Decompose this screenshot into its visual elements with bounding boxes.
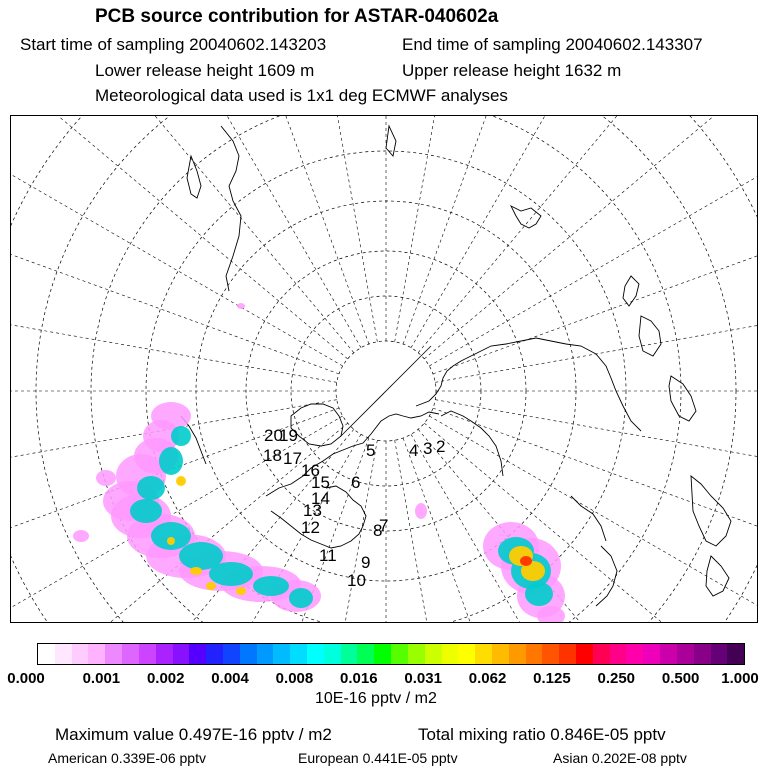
colorbar-cell xyxy=(626,644,643,664)
plume-patch xyxy=(73,530,89,542)
colorbar-cell xyxy=(391,644,408,664)
track-label: 12 xyxy=(301,518,320,537)
colorbar-cell xyxy=(55,644,72,664)
colorbar-cell xyxy=(442,644,459,664)
track-label: 19 xyxy=(279,426,298,445)
start-time-label: Start time of sampling 20040602.143203 xyxy=(20,35,327,54)
colorbar-cell xyxy=(156,644,173,664)
colorbar-cell xyxy=(122,644,139,664)
colorbar-cell xyxy=(206,644,223,664)
plume-patch xyxy=(237,303,245,309)
plume-patch xyxy=(130,499,162,523)
track-label: 17 xyxy=(283,449,302,468)
plume-patch xyxy=(190,567,202,575)
track-label: 10 xyxy=(347,571,366,590)
plume-patch xyxy=(289,588,313,608)
asian-contribution: Asian 0.202E-08 pptv xyxy=(553,750,687,766)
track-label: 4 xyxy=(409,441,419,460)
colorbar-cell xyxy=(72,644,89,664)
colorbar-tick-label: 0.500 xyxy=(661,670,700,687)
colorbar-cell xyxy=(559,644,576,664)
plume-patch xyxy=(167,537,175,545)
colorbar-tick-label: 0.001 xyxy=(82,670,121,687)
track-label: 9 xyxy=(361,553,371,572)
lat-lon-grid xyxy=(11,116,758,623)
colorbar-tick-label: 0.062 xyxy=(468,670,507,687)
colorbar-unit: 10E-16 pptv / m2 xyxy=(315,690,437,707)
lower-height-label: Lower release height 1609 m xyxy=(95,61,315,80)
coastlines xyxy=(181,126,731,606)
plume-patch xyxy=(236,587,246,595)
map-canvas xyxy=(11,116,758,623)
colorbar-cell xyxy=(105,644,122,664)
colorbar-cell xyxy=(593,644,610,664)
colorbar-cell xyxy=(357,644,374,664)
colorbar-tick-label: 0.008 xyxy=(275,670,314,687)
track-label: 20 xyxy=(264,426,283,445)
colorbar-cell xyxy=(290,644,307,664)
track-label: 14 xyxy=(311,489,330,508)
colorbar-tick-label: 0.031 xyxy=(404,670,442,687)
colorbar-cell xyxy=(576,644,593,664)
track-label: 8 xyxy=(373,521,383,540)
colorbar-cell xyxy=(307,644,324,664)
end-time-label: End time of sampling 20040602.143307 xyxy=(402,35,703,54)
colorbar-cell xyxy=(509,644,526,664)
track-label: 16 xyxy=(301,461,320,480)
colorbar-tick-label: 0.125 xyxy=(533,670,571,687)
colorbar-cell xyxy=(660,644,677,664)
colorbar-tick-label: 0.250 xyxy=(597,670,636,687)
colorbar-cell xyxy=(711,644,728,664)
polar-map xyxy=(10,115,758,623)
colorbar-tick-label: 0.002 xyxy=(146,670,185,687)
colorbar-cell xyxy=(38,644,55,664)
colorbar-cell xyxy=(341,644,358,664)
track-label: 3 xyxy=(423,439,433,458)
plume-patch xyxy=(415,503,427,519)
track-label: 6 xyxy=(351,473,361,492)
colorbar-cell xyxy=(526,644,543,664)
max-value-label: Maximum value 0.497E-16 pptv / m2 xyxy=(55,725,332,744)
plume-patch xyxy=(520,556,532,566)
colorbar xyxy=(37,643,745,665)
colorbar-cell xyxy=(273,644,290,664)
plume-patch xyxy=(206,582,216,590)
colorbar-cell xyxy=(240,644,257,664)
colorbar-cell xyxy=(694,644,711,664)
colorbar-cell xyxy=(189,644,206,664)
colorbar-cell xyxy=(643,644,660,664)
total-mixing-label: Total mixing ratio 0.846E-05 pptv xyxy=(418,725,666,744)
colorbar-tick-label: 0.000 xyxy=(7,670,45,687)
track-label: 2 xyxy=(436,437,446,456)
colorbar-cell xyxy=(677,644,694,664)
track-label: 5 xyxy=(366,441,376,460)
plume-patch xyxy=(253,576,289,596)
plume-patch xyxy=(525,582,553,606)
colorbar-cell xyxy=(610,644,627,664)
colorbar-cell xyxy=(324,644,341,664)
colorbar-tick-label: 0.016 xyxy=(340,670,378,687)
upper-height-label: Upper release height 1632 m xyxy=(402,61,622,80)
plume-patch xyxy=(96,470,116,486)
track-label: 13 xyxy=(303,501,322,520)
european-contribution: European 0.441E-05 pptv xyxy=(298,750,458,766)
colorbar-cell xyxy=(223,644,240,664)
track-label: 11 xyxy=(319,546,337,565)
track-label: 18 xyxy=(263,446,282,465)
plume-patch xyxy=(137,476,165,500)
colorbar-cell xyxy=(492,644,509,664)
colorbar-cell xyxy=(425,644,442,664)
colorbar-cell xyxy=(257,644,274,664)
plume-patch xyxy=(159,447,183,475)
met-data-label: Meteorological data used is 1x1 deg ECMWF analyses xyxy=(95,86,508,105)
colorbar-cell xyxy=(458,644,475,664)
colorbar-cell xyxy=(374,644,391,664)
colorbar-cell xyxy=(475,644,492,664)
colorbar-cell xyxy=(139,644,156,664)
colorbar-tick-label: 0.004 xyxy=(211,670,249,687)
plume-patch xyxy=(171,426,191,446)
colorbar-cell xyxy=(542,644,559,664)
track-label: 7 xyxy=(379,516,389,535)
plume-patch xyxy=(209,562,253,586)
colorbar-cell xyxy=(408,644,425,664)
colorbar-cell xyxy=(173,644,190,664)
plot-title: PCB source contribution for ASTAR-040602a xyxy=(95,6,499,27)
track-label: 15 xyxy=(311,473,330,492)
plume-patch xyxy=(176,476,186,486)
plume-patch xyxy=(151,522,191,550)
colorbar-tick-label: 1.000 xyxy=(721,670,759,687)
colorbar-cell xyxy=(88,644,105,664)
american-contribution: American 0.339E-06 pptv xyxy=(48,750,206,766)
colorbar-cell xyxy=(727,644,744,664)
